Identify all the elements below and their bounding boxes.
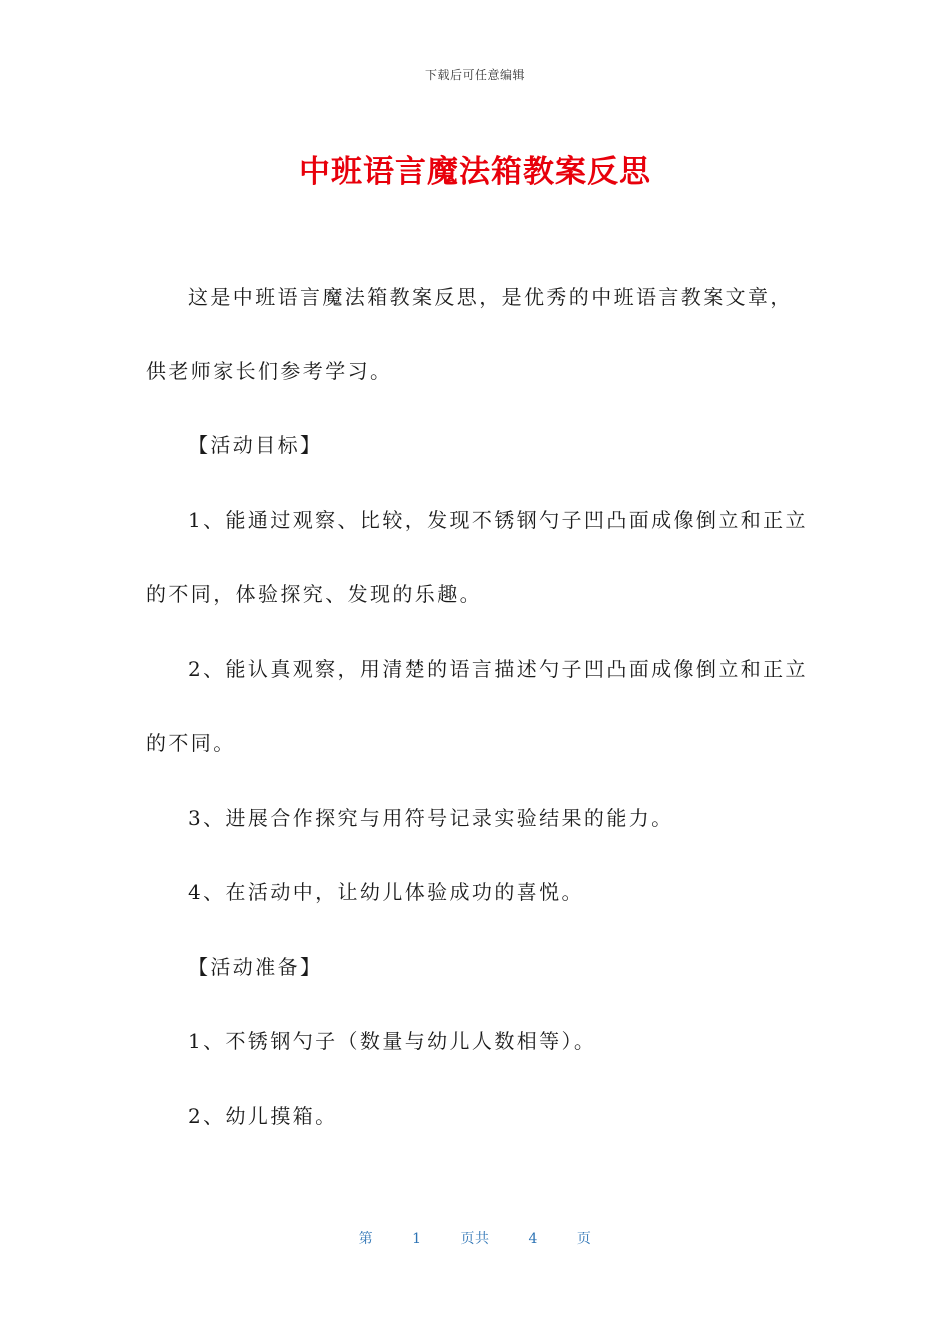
page-total: 4 <box>528 1231 538 1247</box>
body-line: 4、在活动中，让幼儿体验成功的喜悦。 <box>188 880 584 904</box>
page-number-footer <box>0 1228 950 1248</box>
body-line: 1、能通过观察、比较，发现不锈钢勺子凹凸面成像倒立和正立 <box>188 508 808 532</box>
page-middle: 页共 <box>460 1231 490 1247</box>
page-current: 1 <box>412 1231 422 1247</box>
section-heading-objectives: 【活动目标】 <box>188 433 323 457</box>
page-title: 中班语言魔法箱教案反思 <box>299 154 651 190</box>
body-line: 2、幼儿摸箱。 <box>188 1104 338 1128</box>
body-line: 的不同，体验探究、发现的乐趣。 <box>146 582 482 606</box>
body-line: 3、进展合作探究与用符号记录实验结果的能力。 <box>188 806 674 830</box>
body-line: 这是中班语言魔法箱教案反思，是优秀的中班语言教案文章， <box>188 285 793 309</box>
body-line: 1、不锈钢勺子（数量与幼儿人数相等）。 <box>188 1029 597 1053</box>
body-line: 2、能认真观察，用清楚的语言描述勺子凹凸面成像倒立和正立 <box>188 657 808 681</box>
header-note: 下载后可任意编辑 <box>424 68 525 82</box>
section-heading-preparation: 【活动准备】 <box>188 955 323 979</box>
page-suffix: 页 <box>576 1231 592 1247</box>
body-line: 的不同。 <box>146 731 236 755</box>
page-prefix: 第 <box>358 1231 374 1247</box>
body-line: 供老师家长们参考学习。 <box>146 359 393 383</box>
